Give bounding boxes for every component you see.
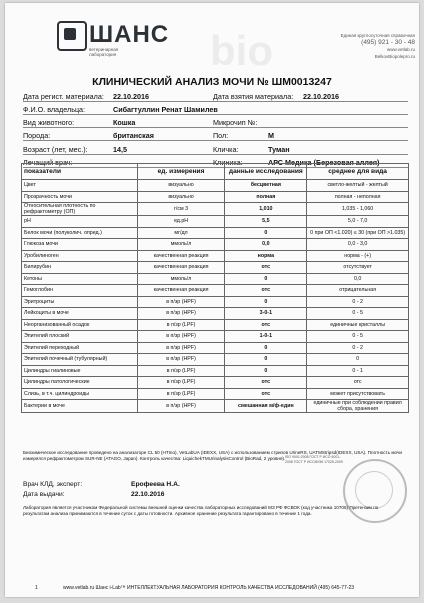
doctor-label: Лечащий врач: <box>23 157 73 167</box>
result-cell: 0 <box>225 273 307 285</box>
unit-cell: в п/зр (LPF) <box>137 319 225 331</box>
table-row <box>22 388 409 400</box>
results-body <box>22 180 409 413</box>
parameter-cell: Слизь, в т.ч. цилиндроиды <box>22 388 138 400</box>
table-row <box>22 191 409 203</box>
unit-cell: в п/зр (HPF) <box>137 354 225 366</box>
table-row <box>22 308 409 320</box>
parameter-cell: Лейкоциты в моче <box>22 308 138 320</box>
take-date: 22.10.2016 <box>303 91 339 101</box>
unit-cell: в п/зр (HPF) <box>137 308 225 320</box>
results-table <box>21 163 409 413</box>
nick: Туман <box>268 144 290 154</box>
reference-cell: полная - неполная <box>307 191 409 203</box>
issue-date-row <box>23 488 323 498</box>
result-cell: отс <box>225 319 307 331</box>
reference-cell: 0 - 2 <box>307 296 409 308</box>
signature-block <box>23 478 323 498</box>
parameter-cell: Относительная плотность по рефрактометру (ОП) <box>22 203 138 216</box>
table-row <box>22 180 409 192</box>
table-row <box>22 331 409 343</box>
unit-cell: в п/зр (HPF) <box>137 400 225 413</box>
reference-cell: норма - (+) <box>307 250 409 262</box>
table-row <box>22 377 409 389</box>
table-row <box>22 354 409 366</box>
iso-seal-text: ISO 9001:2008 ГОСТ Р ИСО 9001-2008 ГОСТ Р ИСО/МЭК 17025-2009 <box>285 455 343 464</box>
reg-date: 22.10.2016 <box>113 91 149 101</box>
parameter-cell: Бактерии в моче <box>22 400 138 413</box>
result-cell: отс <box>225 285 307 297</box>
result-cell: 0,0 <box>225 239 307 251</box>
table-row <box>22 342 409 354</box>
table-row <box>22 365 409 377</box>
breed-label: Порода: <box>23 131 51 141</box>
issue-date-label: Дата выдачи: <box>23 491 65 498</box>
table-row <box>22 239 409 251</box>
contacts-email: BelkovBiopolepro.ru <box>374 54 415 59</box>
table-row <box>22 273 409 285</box>
reference-cell: отс <box>307 377 409 389</box>
reference-cell: 0 - 1 <box>307 365 409 377</box>
contacts-service: Единая круглосуточная справочная <box>340 33 415 38</box>
reference-cell: 0 - 2 <box>307 342 409 354</box>
unit-cell: в п/зр (LPF) <box>137 365 225 377</box>
owner-name: Сибагтуллин Ренат Шамилев <box>113 104 218 114</box>
parameter-cell: Неорганизованный осадок <box>22 319 138 331</box>
unit-cell: визуально <box>137 180 225 192</box>
table-row <box>22 296 409 308</box>
patient-info <box>23 90 408 169</box>
result-cell: 5,5 <box>225 216 307 228</box>
reference-cell: 0 <box>307 354 409 366</box>
reference-cell: светло-желтый - желтый <box>307 180 409 192</box>
chip-label: Микрочип №: <box>213 118 258 128</box>
unit-cell: в п/зр (HPF) <box>137 331 225 343</box>
results-header-row <box>22 164 409 180</box>
table-row <box>22 250 409 262</box>
reference-cell: 5,0 - 7,0 <box>307 216 409 228</box>
col-header-unit: ед. измерения <box>137 164 225 180</box>
contacts-block <box>305 32 415 60</box>
reference-cell: отрицательная <box>307 285 409 297</box>
table-row <box>22 400 409 413</box>
result-cell: отс <box>225 377 307 389</box>
reference-cell: 0 - 5 <box>307 308 409 320</box>
parameter-cell: Гемоглобин <box>22 285 138 297</box>
info-row-owner <box>23 103 408 115</box>
reference-cell: отсутствует <box>307 262 409 274</box>
expert-name: Ерофеева Н.А. <box>131 481 180 488</box>
unit-cell: ммоль/л <box>137 239 225 251</box>
expert-row <box>23 478 323 488</box>
parameter-cell: Цвет <box>22 180 138 192</box>
result-cell: отс <box>225 388 307 400</box>
unit-cell: качественная реакция <box>137 250 225 262</box>
result-cell: отс <box>225 262 307 274</box>
unit-cell: мг/дл <box>137 227 225 239</box>
parameter-cell: Цилиндры патологические <box>22 377 138 389</box>
reg-date-label: Дата регист. материала: <box>23 91 104 101</box>
unit-cell: визуально <box>137 191 225 203</box>
lab-report-page <box>5 3 419 597</box>
result-cell: полная <box>225 191 307 203</box>
report-title: КЛИНИЧЕСКИЙ АНАЛИЗ МОЧИ № ШМ0013247 <box>92 76 332 88</box>
page-number: 1 <box>35 585 38 591</box>
owner-label: Ф.И.О. владельца: <box>23 104 86 114</box>
parameter-cell: Эритроциты <box>22 296 138 308</box>
parameter-cell: Кетоны <box>22 273 138 285</box>
unit-cell: г/см 3 <box>137 203 225 216</box>
table-row <box>22 319 409 331</box>
parameter-cell: Эпителий почечный (тубулярный) <box>22 354 138 366</box>
parameter-cell: Эпителий плоский <box>22 331 138 343</box>
bio-watermark: bio <box>210 27 273 74</box>
reference-cell: может присутствовать <box>307 388 409 400</box>
logo-name: ШАНС <box>89 21 170 48</box>
result-cell: 0 <box>225 354 307 366</box>
species-label: Вид животного: <box>23 118 75 128</box>
clinic: АРС Медика (Березовая аллея) <box>268 157 380 167</box>
reference-cell: 0 - 5 <box>307 331 409 343</box>
unit-cell: ед.pH <box>137 216 225 228</box>
result-cell: бесцветная <box>225 180 307 192</box>
info-row-dates <box>23 90 408 102</box>
col-header-parameter: показатели <box>22 164 138 180</box>
unit-cell: в п/зр (LPF) <box>137 388 225 400</box>
footer-text: www.vetlab.ru Шанс i-Lab™ ИНТЕЛЛЕКТУАЛЬНАЯ ЛАБОРАТОРИЯ КОНТРОЛЬ КАЧЕСТВА ИССЛЕДОВАНИЙ (495) 645-77-23 <box>63 585 355 591</box>
sex-label: Пол: <box>213 131 229 141</box>
parameter-cell: Прозрачность мочи <box>22 191 138 203</box>
col-header-reference: среднее для вида <box>307 164 409 180</box>
contacts-site: www.vetlab.ru <box>386 47 415 52</box>
logo-subtitle: ветеринарная лаборатория <box>89 47 119 57</box>
unit-cell: в п/зр (LPF) <box>137 377 225 389</box>
species: Кошка <box>113 118 136 128</box>
issue-date: 22.10.2016 <box>131 491 165 498</box>
contacts-phone: (495) 921 - 30 - 48 <box>361 39 415 46</box>
result-cell: 1,010 <box>225 203 307 216</box>
parameter-cell: Эпителий переходный <box>22 342 138 354</box>
unit-cell: в п/зр (HPF) <box>137 342 225 354</box>
expert-label: Врач КЛД, эксперт: <box>23 481 83 488</box>
result-cell: 1-0-1 <box>225 331 307 343</box>
unit-cell: ммоль/л <box>137 273 225 285</box>
reference-cell: 0 при ОП <1.020) ≤ 30 (при ОП >1.035) <box>307 227 409 239</box>
sex: М <box>268 131 274 141</box>
reference-cell: единичные кристаллы <box>307 319 409 331</box>
parameter-cell: Уробилиноген <box>22 250 138 262</box>
unit-cell: качественная реакция <box>137 285 225 297</box>
reference-cell: единичные при соблюдении правил сбора, хранения <box>307 400 409 413</box>
result-cell: 0 <box>225 227 307 239</box>
reference-cell: 0,0 - 3,0 <box>307 239 409 251</box>
unit-cell: качественная реакция <box>137 262 225 274</box>
clinic-label: Клиника: <box>213 157 243 167</box>
result-cell: смешанная м/ф-един <box>225 400 307 413</box>
table-row <box>22 216 409 228</box>
table-row <box>22 262 409 274</box>
logo-mark-icon <box>57 21 87 51</box>
method-note: Биохимическое исследование проведено на анализаторе CL 50 (HTIno), VetLabUA (IDEXX, USA) с использованием стрипов UrineRS, UATMStripsd(IDEXX, USA). Плотность мочи измерялся рефрактометром SUR-NE (ATAGO, Japan). Контроль качества: LiquichekTMUrinalysisControl (BioRad, 2 уровня). <box>23 450 402 462</box>
result-cell: 0 <box>225 365 307 377</box>
info-row-breed <box>23 130 408 142</box>
table-row <box>22 285 409 297</box>
age-label: Возраст (лет, мес.): <box>23 144 88 154</box>
parameter-cell: Цилиндры гиалиновые <box>22 365 138 377</box>
result-cell: 3-0-1 <box>225 308 307 320</box>
reference-cell: 1,035 - 1,060 <box>307 203 409 216</box>
info-row-age <box>23 143 408 155</box>
parameter-cell: pH <box>22 216 138 228</box>
breed: британская <box>113 131 154 141</box>
parameter-cell: Глюкоза мочи <box>22 239 138 251</box>
age: 14,5 <box>113 144 127 154</box>
col-header-result: данные исследования <box>225 164 307 180</box>
nick-label: Кличка: <box>213 144 239 154</box>
reference-cell: 0,0 <box>307 273 409 285</box>
result-cell: 0 <box>225 296 307 308</box>
unit-cell: в п/зр (HPF) <box>137 296 225 308</box>
result-cell: норма <box>225 250 307 262</box>
table-row <box>22 227 409 239</box>
parameter-cell: Билирубин <box>22 262 138 274</box>
parameter-cell: Белок мочи (полуколич. опред.) <box>22 227 138 239</box>
footer-note: Лаборатория является участником Федеральной системы внешней оценки качества лабораторных исследований МЗ РФ ФСВОК (код участника 10705) Претензии по результатам анализа принимаются в течение суток с даты готовности. Архивное хранение результата гарантировано в течение 1 года. <box>23 505 379 517</box>
result-cell: 0 <box>225 342 307 354</box>
info-row-species <box>23 116 408 128</box>
table-row <box>22 203 409 216</box>
take-date-label: Дата взятия материала: <box>213 91 294 101</box>
